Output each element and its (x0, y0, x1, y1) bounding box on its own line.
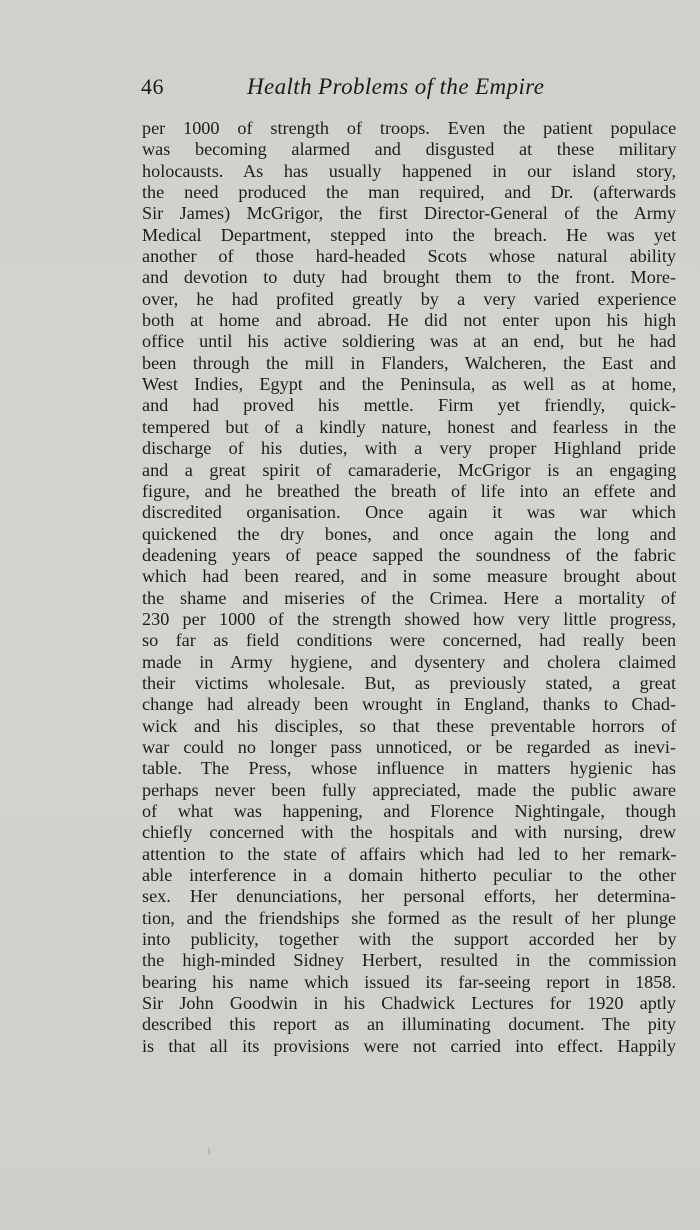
text-line: chiefly concerned with the hospitals and with nursing, drew (142, 822, 676, 843)
page-number: 46 (141, 74, 164, 99)
text-line: attention to the state of affairs which had led to her remark- (142, 843, 677, 864)
text-line: change had already been wrought in England, thanks to Chad- (142, 694, 676, 715)
text-line: sex. Her denunciations, her personal efforts, her determina- (142, 886, 676, 907)
text-line: quickened the dry bones, and once again the long and (142, 523, 676, 544)
text-line: wick and his disciples, so that these preventable horrors of (142, 715, 677, 736)
text-line: deadening years of peace sapped the soundness of the fabric (142, 544, 676, 565)
text-line: tion, and the friendships she formed as the result of her plunge (142, 907, 676, 928)
text-line: table. The Press, whose influence in matters hygienic has (142, 758, 676, 779)
text-line: which had been reared, and in some measure brought about (142, 566, 677, 587)
text-line: so far as field conditions were concerned, had really been (142, 630, 677, 651)
text-line: figure, and he breathed the breath of life into an effete and (142, 480, 676, 501)
text-line: and a great spirit of camaraderie, McGrigor is an engaging (142, 459, 677, 480)
text-line: the need produced the man required, and Dr. (afterwards (142, 182, 677, 203)
text-line: holocausts. As has usually happened in our island story, (142, 160, 676, 181)
text-line: able interference in a domain hitherto peculiar to the other (142, 865, 676, 886)
text-line: and had proved his mettle. Firm yet friendly, quick- (142, 395, 676, 416)
running-title: Health Problems of the Empire (247, 74, 545, 99)
text-line: was becoming alarmed and disgusted at these military (142, 139, 677, 160)
text-line: bearing his name which issued its far-seeing report in 1858. (142, 971, 677, 992)
text-line: 230 per 1000 of the strength showed how very little progress, (142, 608, 677, 629)
text-line: discredited organisation. Once again it was war which (142, 502, 676, 523)
text-line: Sir James) McGrigor, the first Director-General of the Army (142, 203, 676, 224)
text-line: war could no longer pass unnoticed, or be regarded as inevi- (142, 736, 676, 757)
text-line: per 1000 of strength of troops. Even the patient populace (142, 118, 677, 138)
text-line: both at home and abroad. He did not enter upon his high (142, 310, 677, 331)
text-line: office until his active soldiering was at an end, but he had (142, 331, 676, 352)
text-line: is that all its provisions were not carried into effect. Happily (142, 1035, 676, 1056)
text-line: their victims wholesale. But, as previously stated, a great (142, 672, 676, 693)
scan-artifact (656, 0, 696, 6)
text-line: been through the mill in Flanders, Walcheren, the East and (142, 352, 676, 373)
text-line: made in Army hygiene, and dysentery and cholera claimed (142, 651, 676, 672)
text-line: of what was happening, and Florence Nightingale, though (142, 801, 676, 821)
text-line: Medical Department, stepped into the breach. He was yet (142, 224, 677, 245)
text-line: described this report as an illuminating document. The pity (142, 1014, 676, 1035)
running-head (141, 74, 581, 108)
text-line: over, he had profited greatly by a very varied experience (142, 288, 677, 309)
text-line: West Indies, Egypt and the Peninsula, as well as at home, (142, 374, 677, 395)
text-line: discharge of his duties, with a very proper Highland pride (142, 438, 676, 459)
text-line: into publicity, together with the support accorded her by (142, 929, 677, 950)
body-text (142, 118, 676, 1057)
text-line: and devotion to duty had brought them to the front. More- (142, 267, 676, 288)
text-line: the high-minded Sidney Herbert, resulted in the commission (142, 950, 677, 971)
text-line: perhaps never been fully appreciated, made the public aware (142, 779, 676, 800)
text-line: another of those hard-headed Scots whose natural ability (142, 246, 676, 267)
paper-speck (208, 1148, 210, 1155)
text-line: the shame and miseries of the Crimea. Here a mortality of (142, 587, 676, 608)
text-line: Sir John Goodwin in his Chadwick Lectures for 1920 aptly (142, 993, 676, 1014)
text-line: tempered but of a kindly nature, honest and fearless in the (142, 416, 676, 437)
